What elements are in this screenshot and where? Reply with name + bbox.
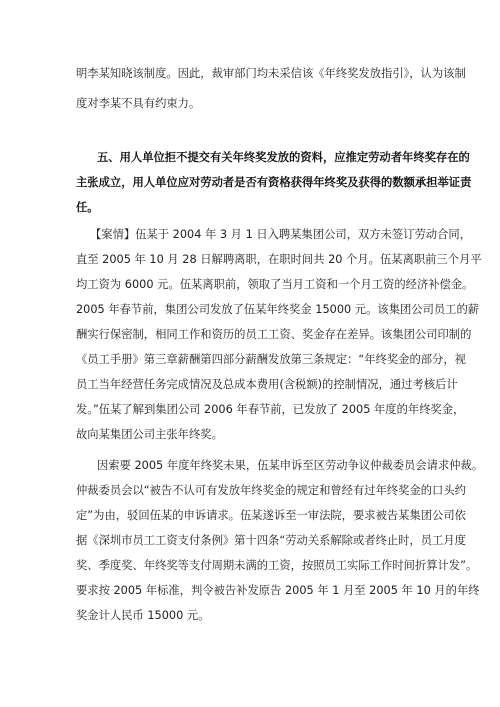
case-paragraph-line: 《员工手册》第三章薪酬第四部分薪酬发放第三条规定：“年终奖金的部分，视 [76,353,466,366]
case-paragraph-line: 酬实行保密制，相同工作和资历的员工工资、奖金存在差异。该集团公司印制的 [76,328,472,341]
paragraph-line: 定”为由，驳回伍某的申诉请求。伍某遂诉至一审法院，要求被告某集团公司依 [76,509,466,522]
case-paragraph-line: 故向某集团公司主张年终奖。 [76,428,223,441]
section-heading-line: 主张成立，用人单位应对劳动者是否有资格获得年终奖及获得的数额承担举证责 [76,176,472,189]
paragraph-line: 因索要 2005 年度年终奖未果，伍某申诉至区劳动争议仲裁委员会请求仲裁。 [97,459,484,472]
case-paragraph-line: 【案情】伍某于 2004 年 3 月 1 日入聘某集团公司，双方未签订劳动合同， [90,228,471,241]
paragraph-line: 要求按 2005 年标准，判令被告补发原告 2005 年 1 月至 2005 年 10 月的年终 [76,584,480,597]
paragraph-line: 奖、季度奖、年终奖等支付周期未满的工资，按照员工实际工作时间折算计发”。 [76,559,478,572]
case-paragraph-line: 员工当年经营任务完成情况及总成本费用(含税额)的控制情况，通过考核后计 [76,378,458,391]
paragraph-line: 仲裁委员会以“被告不认可有发放年终奖金的规定和曾经有过年终奖金的口头约 [76,484,466,497]
case-paragraph-line: 均工资为 6000 元。伍某离职前，领取了当月工资和一个月工资的经济补偿金。 [76,278,474,291]
section-heading-line: 任。 [76,201,99,214]
paragraph-line: 明李某知晓该制度。因此，裁审部门均未采信该《年终奖发放指引》，认为该制 [76,67,466,80]
case-paragraph-line: 2005 年春节前，集团公司发放了伍某年终奖金 15000 元。该集团公司员工的薪 [76,303,480,316]
paragraph-line: 据《深圳市员工工资支付条例》第十四条“劳动关系解除或者终止时，员工月度 [76,534,466,547]
section-heading-line: 五、用人单位拒不提交有关年终奖发放的资料，应推定劳动者年终奖存在的 [97,151,470,164]
case-paragraph-line: 直至 2005 年 10 月 28 日解聘离职，在职时间共 20 个月。伍某离职前三个月平 [76,253,482,266]
case-paragraph-line: 发。”伍某了解到集团公司 2006 年春节前，已发放了 2005 年度的年终奖金， [76,403,465,416]
paragraph-line: 度对李某不具有约束力。 [76,97,201,110]
paragraph-line: 奖金计人民币 15000 元。 [76,609,210,622]
